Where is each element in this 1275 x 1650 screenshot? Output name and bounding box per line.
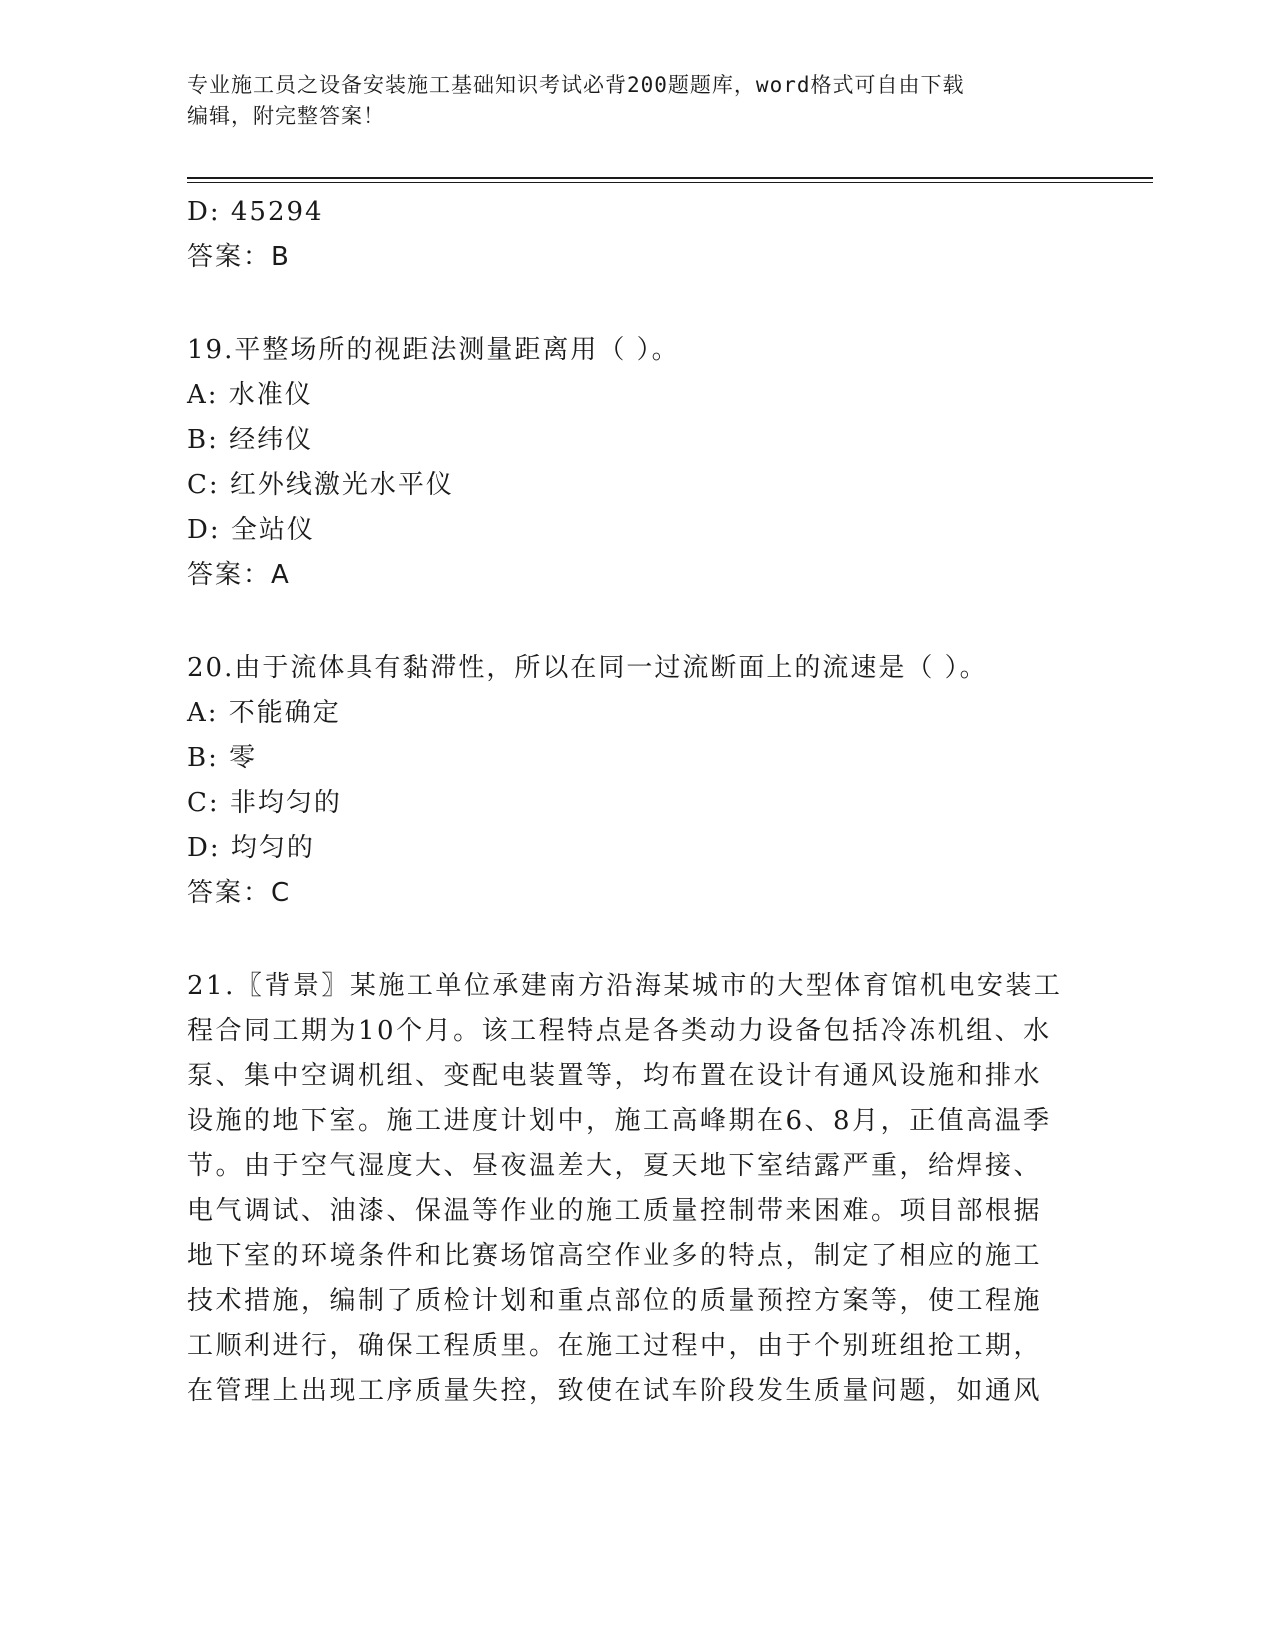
option-b: B: 经纬仪 (187, 425, 314, 455)
header-title-line-2: 编辑，附完整答案！ (187, 104, 385, 128)
option-b: B: 零 (187, 743, 258, 773)
option-a: A: 不能确定 (187, 698, 341, 728)
question-21-line: 技术措施，编制了质检计划和重点部位的质量预控方案等，使工程施 (187, 1286, 1043, 1316)
option-a: A: 水准仪 (187, 380, 313, 410)
document-header (187, 70, 1067, 132)
question-18-tail (187, 190, 1077, 280)
spacer (187, 598, 1077, 646)
question-19 (187, 328, 1077, 598)
question-21-line: 程合同工期为10个月。该工程特点是各类动力设备包括冷冻机组、水 (187, 1016, 1052, 1046)
question-21-line: 工顺利进行，确保工程质里。在施工过程中，由于个别班组抢工期， (187, 1331, 1043, 1361)
question-21-line: 节。由于空气湿度大、昼夜温差大，夏天地下室结露严重，给焊接、 (187, 1151, 1043, 1181)
question-21-line: 地下室的环境条件和比赛场馆高空作业多的特点，制定了相应的施工 (187, 1241, 1043, 1271)
question-21-line: 21.〖背景〗某施工单位承建南方沿海某城市的大型体育馆机电安装工 (187, 971, 1063, 1001)
question-text: 20.由于流体具有黏滞性，所以在同一过流断面上的流速是（ ）。 (187, 653, 988, 683)
question-20 (187, 646, 1077, 916)
option-c: C: 红外线激光水平仪 (187, 470, 454, 500)
header-divider-thin (187, 182, 1153, 183)
header-title-line-1: 专业施工员之设备安装施工基础知识考试必背200题题库，word格式可自由下载 (187, 73, 965, 97)
option-d: D: 45294 (187, 197, 324, 227)
question-21-line: 设施的地下室。施工进度计划中，施工高峰期在6、8月，正值高温季 (187, 1106, 1052, 1136)
answer-label: 答案：A (187, 560, 291, 590)
question-21-line: 电气调试、油漆、保温等作业的施工质量控制带来困难。项目部根据 (187, 1196, 1043, 1226)
answer-label: 答案：C (187, 878, 292, 908)
header-divider-thick (187, 177, 1153, 179)
question-21 (187, 964, 1077, 1414)
question-text: 19.平整场所的视距法测量距离用（ ）。 (187, 335, 680, 365)
spacer (187, 280, 1077, 328)
question-21-line: 在管理上出现工序质量失控，致使在试车阶段发生质量问题，如通风 (187, 1376, 1043, 1406)
question-content (187, 190, 1077, 1414)
spacer (187, 916, 1077, 964)
option-c: C: 非均匀的 (187, 788, 342, 818)
option-d: D: 全站仪 (187, 515, 315, 545)
answer-label: 答案：B (187, 242, 291, 272)
option-d: D: 均匀的 (187, 833, 315, 863)
question-21-line: 泵、集中空调机组、变配电装置等，均布置在设计有通风设施和排水 (187, 1061, 1043, 1091)
